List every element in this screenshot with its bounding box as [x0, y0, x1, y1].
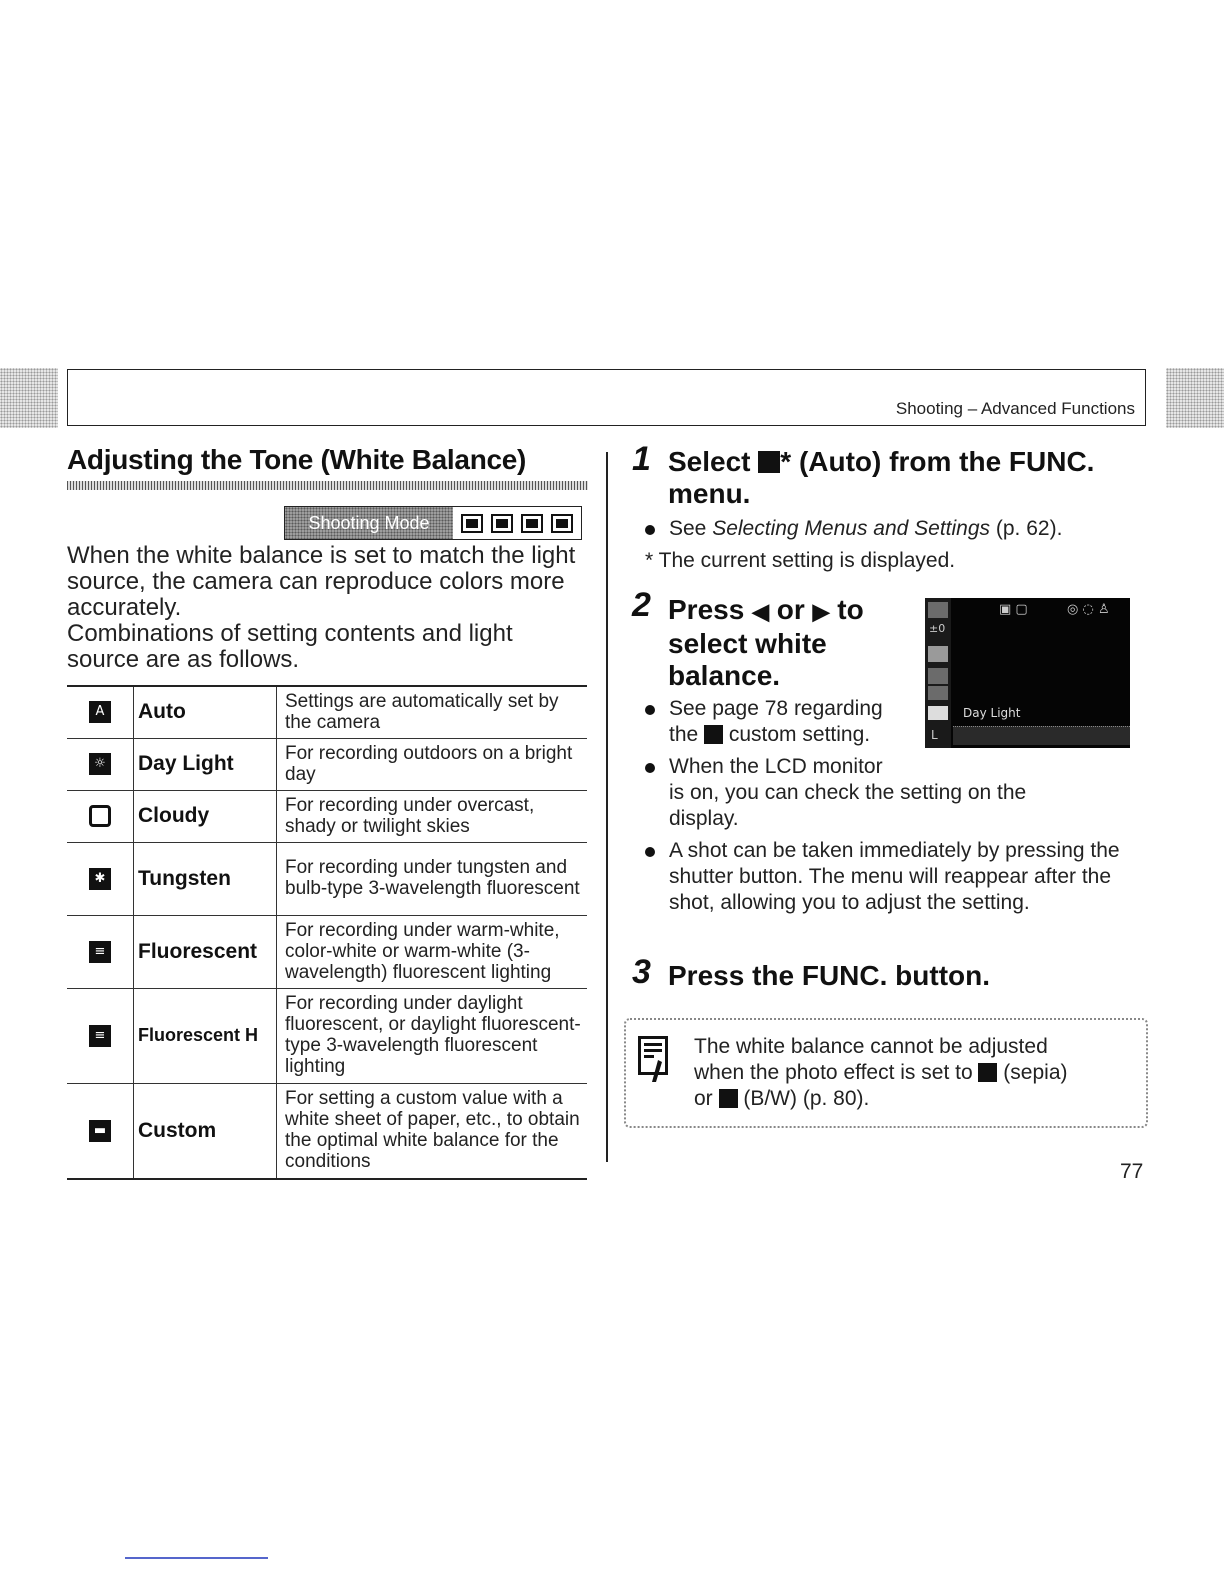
custom-icon: ▬	[89, 1120, 111, 1142]
setting-description: For recording outdoors on a bright day	[277, 738, 588, 790]
movie-mode-icon	[551, 514, 573, 533]
bullet-dot	[645, 763, 655, 773]
setting-name: Fluorescent H	[134, 988, 277, 1083]
section-title: Adjusting the Tone (White Balance)	[67, 444, 527, 475]
setting-description: For recording under tungsten and bulb-type 3-wavelength fluorescent	[277, 842, 588, 915]
intro-text	[67, 543, 587, 673]
right-arrow-icon: ▶	[812, 599, 830, 624]
daylight-icon: ☼	[89, 753, 111, 775]
step-2-title: Press ◀ or ▶ to select white balance.	[668, 594, 864, 691]
step-1-number: 1	[632, 440, 651, 478]
table-row	[67, 988, 587, 1083]
bullet-dot	[645, 847, 655, 857]
table-row	[67, 842, 587, 915]
tungsten-icon: ✱	[89, 868, 111, 890]
awb-icon: A	[89, 701, 111, 723]
left-arrow-icon: ◀	[752, 599, 769, 624]
table-row	[67, 686, 587, 738]
step-2-bullet-3: A shot can be taken immediately by pressing the shutter button. The menu will reappear after the shot, allowing you to adjust the setting.	[669, 838, 1131, 916]
lcd-wb-options-row	[953, 726, 1130, 745]
manual-mode-icon	[461, 514, 483, 533]
intro-paragraph-1: When the white balance is set to match the light source, the camera can reproduce colors more accurately.	[67, 542, 576, 621]
shooting-mode-label: Shooting Mode	[285, 507, 453, 539]
cloudy-icon	[89, 805, 111, 827]
setting-name: Fluorescent	[134, 915, 277, 988]
step-2-bullet-2: When the LCD monitor is on, you can check the setting on the display.	[669, 754, 1026, 832]
setting-description: For recording under daylight fluorescent, or daylight fluorescent-type 3-wavelength fluorescent lighting	[277, 988, 588, 1083]
lcd-current-setting: Day Light	[963, 706, 1021, 720]
stitch-mode-icon	[491, 514, 513, 533]
step-3-number: 3	[632, 953, 651, 991]
setting-name: Day Light	[134, 738, 277, 790]
step-2-bullet-1: See page 78 regarding the custom setting.	[669, 696, 883, 748]
lcd-status-icons: ▣ ▢	[999, 602, 1028, 617]
table-row	[67, 738, 587, 790]
bullet-dot	[645, 705, 655, 715]
left-edge-tab	[0, 368, 58, 428]
setting-description: For setting a custom value with a white sheet of paper, etc., to obtain the optimal white balance for the conditions	[277, 1083, 588, 1179]
lcd-size: L	[931, 728, 938, 742]
setting-description: For recording under warm-white, color-white or warm-white (3-wavelength) fluorescent lighting	[277, 915, 588, 988]
lcd-status-icons-right: ◎ ◌ ♙	[1067, 602, 1110, 617]
header-box	[67, 369, 1146, 426]
column-divider	[606, 452, 608, 1162]
intro-paragraph-2: Combinations of setting contents and light source are as follows.	[67, 620, 513, 673]
bw-icon	[719, 1089, 738, 1108]
lcd-screen-image	[925, 598, 1130, 748]
right-edge-tab	[1166, 368, 1224, 428]
bullet-dot	[645, 525, 655, 535]
lcd-exposure: ±0	[929, 622, 946, 635]
note-box	[624, 1018, 1148, 1128]
section-header: Shooting – Advanced Functions	[895, 399, 1135, 418]
footer-link-underline[interactable]	[125, 1557, 268, 1559]
table-row	[67, 790, 587, 842]
fluorescent-h-icon: ≡	[89, 1025, 111, 1047]
memo-note-icon	[638, 1036, 668, 1084]
title-underline	[67, 481, 588, 490]
setting-description: For recording under overcast, shady or twilight skies	[277, 790, 588, 842]
setting-name: Auto	[134, 686, 277, 738]
table-row	[67, 1083, 587, 1179]
shooting-mode-bar	[284, 506, 582, 540]
setting-name: Custom	[134, 1083, 277, 1179]
awb-icon	[758, 451, 780, 473]
setting-name: Tungsten	[134, 842, 277, 915]
custom-icon	[704, 725, 723, 744]
fluorescent-icon: ≡	[89, 941, 111, 963]
step-2-number: 2	[632, 586, 651, 624]
page-number: 77	[1120, 1160, 1144, 1183]
white-balance-table	[67, 685, 587, 1180]
sepia-icon	[978, 1063, 997, 1082]
table-row	[67, 915, 587, 988]
stitch-assist-icon	[521, 514, 543, 533]
step-1-bullet: See Selecting Menus and Settings (p. 62).	[669, 516, 1062, 542]
note-text: The white balance cannot be adjusted when the photo effect is set to (sepia) or (B/W) (p. 80).	[694, 1035, 1068, 1110]
setting-description: Settings are automatically set by the camera	[277, 686, 588, 738]
step-3-title: Press the FUNC. button.	[668, 960, 991, 991]
setting-name: Cloudy	[134, 790, 277, 842]
step-1-title: Select * (Auto) from the FUNC. menu.	[668, 446, 1095, 509]
step-1-note: * The current setting is displayed.	[645, 549, 956, 572]
